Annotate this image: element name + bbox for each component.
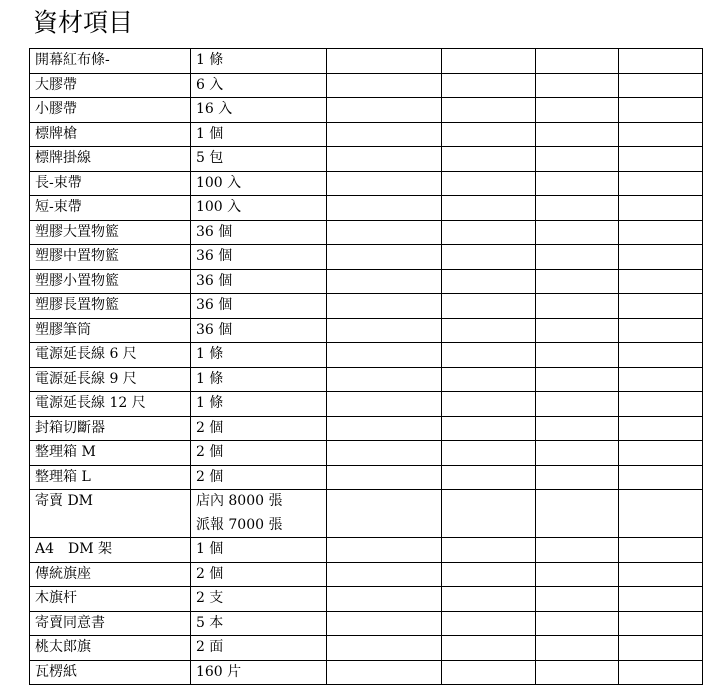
- empty-cell: [441, 392, 535, 417]
- item-quantity-cell: [190, 147, 326, 172]
- item-name-cell: 傳統旗座: [30, 562, 191, 587]
- empty-cell: [327, 587, 442, 612]
- empty-cell: [535, 611, 619, 636]
- empty-cell: [327, 49, 442, 74]
- quantity-text: 1 個: [195, 125, 224, 142]
- empty-cell: [535, 220, 619, 245]
- item-name-cell: 長-束帶: [30, 171, 191, 196]
- item-quantity-cell: [190, 196, 326, 221]
- empty-cell: [441, 416, 535, 441]
- table-row: [30, 490, 703, 538]
- empty-cell: [327, 294, 442, 319]
- empty-cell: [327, 196, 442, 221]
- empty-cell: [441, 49, 535, 74]
- table-row: [30, 220, 703, 245]
- table-row: [30, 269, 703, 294]
- empty-cell: [441, 171, 535, 196]
- item-name-cell: 標牌槍: [30, 122, 191, 147]
- empty-cell: [441, 147, 535, 172]
- item-name-cell: 桃太郎旗: [30, 636, 191, 661]
- quantity-text: 1 條: [195, 346, 224, 362]
- quantity-text: 160 片: [195, 663, 242, 680]
- table-row: [30, 147, 703, 172]
- table-row: [30, 392, 703, 417]
- empty-cell: [535, 245, 619, 270]
- empty-cell: [441, 343, 535, 368]
- table-row: [30, 562, 703, 587]
- materials-table-body: [30, 49, 703, 685]
- empty-cell: [619, 587, 703, 612]
- empty-cell: [619, 367, 703, 392]
- empty-cell: [619, 73, 703, 98]
- quantity-text: 36 個: [195, 248, 233, 264]
- table-row: [30, 73, 703, 98]
- empty-cell: [327, 73, 442, 98]
- empty-cell: [619, 245, 703, 270]
- empty-cell: [535, 147, 619, 172]
- empty-cell: [619, 611, 703, 636]
- empty-cell: [535, 562, 619, 587]
- quantity-text: 1 個: [195, 541, 224, 557]
- item-quantity-cell: [190, 465, 326, 490]
- item-quantity-cell: [190, 294, 326, 319]
- empty-cell: [619, 562, 703, 587]
- empty-cell: [441, 220, 535, 245]
- empty-cell: [441, 122, 535, 147]
- item-name-cell: 塑膠中置物籃: [30, 245, 191, 270]
- empty-cell: [327, 636, 442, 661]
- item-name-cell: 塑膠筆筒: [30, 318, 191, 343]
- empty-cell: [535, 343, 619, 368]
- quantity-text: 16 入: [195, 101, 233, 117]
- empty-cell: [619, 392, 703, 417]
- item-quantity-cell: [190, 416, 326, 441]
- empty-cell: [441, 294, 535, 319]
- empty-cell: [619, 416, 703, 441]
- table-row: [30, 122, 703, 147]
- empty-cell: [619, 343, 703, 368]
- empty-cell: [441, 490, 535, 538]
- quantity-text: 2 面: [195, 639, 224, 655]
- item-name-cell: 大膠帶: [30, 73, 191, 98]
- empty-cell: [327, 562, 442, 587]
- quantity-text: 36 個: [195, 223, 233, 240]
- table-row: [30, 636, 703, 661]
- table-row: [30, 98, 703, 123]
- empty-cell: [619, 636, 703, 661]
- empty-cell: [619, 220, 703, 245]
- empty-cell: [327, 660, 442, 685]
- item-name-cell: 塑膠長置物籃: [30, 294, 191, 319]
- empty-cell: [535, 392, 619, 417]
- item-quantity-cell: [190, 441, 326, 466]
- quantity-text: 店內 8000 張: [195, 493, 283, 509]
- empty-cell: [327, 441, 442, 466]
- empty-cell: [327, 171, 442, 196]
- empty-cell: [327, 122, 442, 147]
- table-row: [30, 367, 703, 392]
- item-name-cell: 開幕紅布條-: [30, 49, 191, 74]
- table-row: [30, 416, 703, 441]
- empty-cell: [327, 98, 442, 123]
- item-quantity-cell: [190, 343, 326, 368]
- item-quantity-cell: [190, 562, 326, 587]
- item-name-cell: 電源延長線 6 尺: [30, 343, 191, 368]
- quantity-text: 5 包: [195, 150, 224, 166]
- item-quantity-cell: [190, 318, 326, 343]
- empty-cell: [535, 269, 619, 294]
- empty-cell: [327, 269, 442, 294]
- empty-cell: [327, 343, 442, 368]
- item-name-cell: A4 DM 架: [30, 538, 191, 563]
- table-row: [30, 171, 703, 196]
- item-quantity-cell: [190, 220, 326, 245]
- page-title: 資材項目: [33, 8, 134, 37]
- table-row: [30, 196, 703, 221]
- empty-cell: [535, 122, 619, 147]
- empty-cell: [619, 98, 703, 123]
- empty-cell: [327, 416, 442, 441]
- item-name-cell: 寄賣 DM: [30, 490, 191, 538]
- item-quantity-cell: [190, 367, 326, 392]
- table-row: [30, 343, 703, 368]
- empty-cell: [619, 441, 703, 466]
- empty-cell: [535, 196, 619, 221]
- item-quantity-cell: [190, 538, 326, 563]
- empty-cell: [441, 636, 535, 661]
- empty-cell: [327, 220, 442, 245]
- empty-cell: [535, 538, 619, 563]
- empty-cell: [441, 245, 535, 270]
- empty-cell: [535, 416, 619, 441]
- empty-cell: [535, 490, 619, 538]
- table-row: [30, 245, 703, 270]
- empty-cell: [619, 196, 703, 221]
- empty-cell: [441, 562, 535, 587]
- quantity-text: 2 個: [195, 565, 224, 582]
- item-quantity-cell: [190, 490, 326, 538]
- quantity-text: 6 入: [195, 76, 224, 93]
- empty-cell: [619, 490, 703, 538]
- table-row: [30, 587, 703, 612]
- item-name-cell: 塑膠大置物籃: [30, 220, 191, 245]
- empty-cell: [327, 392, 442, 417]
- item-quantity-cell: [190, 122, 326, 147]
- table-row: [30, 538, 703, 563]
- item-name-cell: 小膠帶: [30, 98, 191, 123]
- table-row: [30, 660, 703, 685]
- empty-cell: [441, 98, 535, 123]
- table-row: [30, 49, 703, 74]
- empty-cell: [327, 465, 442, 490]
- empty-cell: [535, 367, 619, 392]
- table-row: [30, 441, 703, 466]
- table-row: [30, 611, 703, 636]
- empty-cell: [535, 636, 619, 661]
- empty-cell: [619, 465, 703, 490]
- empty-cell: [535, 318, 619, 343]
- empty-cell: [619, 318, 703, 343]
- quantity-text: 100 入: [195, 174, 242, 191]
- item-quantity-cell: [190, 611, 326, 636]
- item-name-cell: 整理箱 M: [30, 441, 191, 466]
- item-name-cell: 瓦楞紙: [30, 660, 191, 685]
- empty-cell: [441, 538, 535, 563]
- empty-cell: [327, 367, 442, 392]
- empty-cell: [441, 269, 535, 294]
- empty-cell: [441, 367, 535, 392]
- item-quantity-cell: [190, 636, 326, 661]
- quantity-text: 派報 7000 張: [195, 516, 283, 533]
- empty-cell: [535, 73, 619, 98]
- item-quantity-cell: [190, 269, 326, 294]
- empty-cell: [327, 147, 442, 172]
- item-quantity-cell: [190, 587, 326, 612]
- empty-cell: [535, 171, 619, 196]
- empty-cell: [327, 538, 442, 563]
- item-name-cell: 短-束帶: [30, 196, 191, 221]
- empty-cell: [535, 587, 619, 612]
- quantity-text: 1 條: [195, 52, 224, 68]
- quantity-text: 100 入: [195, 199, 242, 215]
- empty-cell: [327, 611, 442, 636]
- quantity-text: 1 條: [195, 370, 224, 387]
- empty-cell: [535, 98, 619, 123]
- empty-cell: [535, 49, 619, 74]
- empty-cell: [327, 490, 442, 538]
- empty-cell: [327, 245, 442, 270]
- empty-cell: [619, 122, 703, 147]
- empty-cell: [441, 73, 535, 98]
- materials-table: [29, 48, 703, 685]
- item-name-cell: 封箱切斷器: [30, 416, 191, 441]
- empty-cell: [619, 269, 703, 294]
- empty-cell: [619, 147, 703, 172]
- empty-cell: [535, 660, 619, 685]
- empty-cell: [441, 587, 535, 612]
- quantity-text: 36 個: [195, 272, 233, 289]
- item-quantity-cell: [190, 98, 326, 123]
- quantity-text: 2 個: [195, 468, 224, 485]
- empty-cell: [441, 611, 535, 636]
- quantity-text: 36 個: [195, 321, 233, 338]
- table-row: [30, 465, 703, 490]
- empty-cell: [441, 660, 535, 685]
- item-quantity-cell: [190, 171, 326, 196]
- empty-cell: [441, 318, 535, 343]
- empty-cell: [441, 196, 535, 221]
- item-quantity-cell: [190, 49, 326, 74]
- item-quantity-cell: [190, 73, 326, 98]
- empty-cell: [535, 441, 619, 466]
- empty-cell: [619, 538, 703, 563]
- item-name-cell: 整理箱 L: [30, 465, 191, 490]
- item-name-cell: 電源延長線 9 尺: [30, 367, 191, 392]
- quantity-text: 2 支: [195, 590, 224, 606]
- empty-cell: [441, 465, 535, 490]
- empty-cell: [619, 171, 703, 196]
- table-row: [30, 294, 703, 319]
- empty-cell: [441, 441, 535, 466]
- item-quantity-cell: [190, 660, 326, 685]
- quantity-text: 2 個: [195, 419, 224, 436]
- empty-cell: [619, 660, 703, 685]
- table-row: [30, 318, 703, 343]
- item-name-cell: 標牌掛線: [30, 147, 191, 172]
- item-name-cell: 寄賣同意書: [30, 611, 191, 636]
- quantity-text: 1 條: [195, 395, 224, 411]
- item-quantity-cell: [190, 392, 326, 417]
- empty-cell: [535, 294, 619, 319]
- empty-cell: [327, 318, 442, 343]
- quantity-text: 2 個: [195, 444, 224, 460]
- item-name-cell: 木旗杆: [30, 587, 191, 612]
- quantity-text: 36 個: [195, 297, 233, 313]
- empty-cell: [619, 49, 703, 74]
- item-quantity-cell: [190, 245, 326, 270]
- item-name-cell: 塑膠小置物籃: [30, 269, 191, 294]
- empty-cell: [535, 465, 619, 490]
- item-name-cell: 電源延長線 12 尺: [30, 392, 191, 417]
- empty-cell: [619, 294, 703, 319]
- quantity-text: 5 本: [195, 614, 224, 631]
